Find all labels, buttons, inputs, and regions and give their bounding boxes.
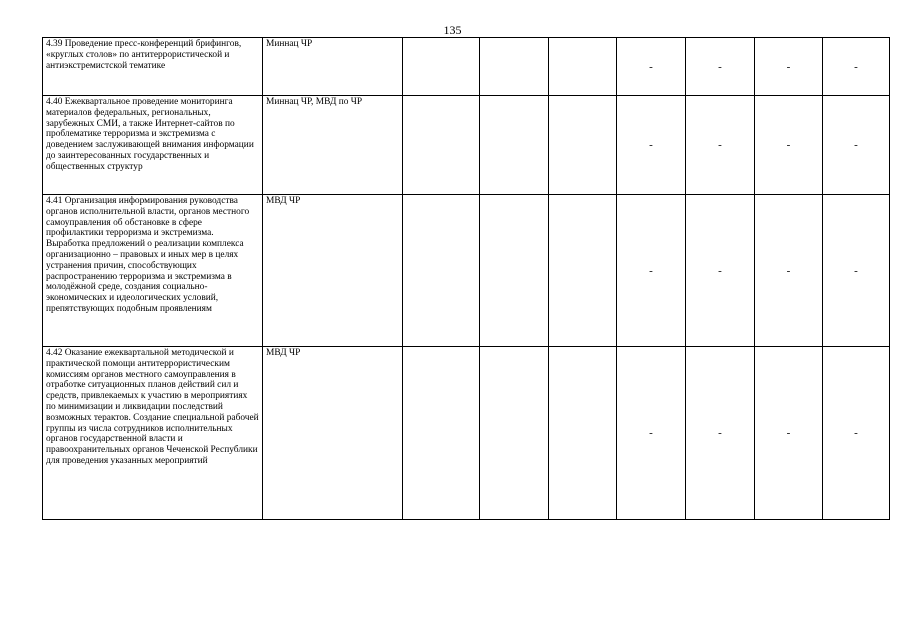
value-cell: - xyxy=(823,195,890,347)
value-cell: - xyxy=(686,38,755,96)
value-cell xyxy=(549,347,617,520)
activity-cell: 4.42 Оказание ежеквартальной методической и практической помощи антитеррористическим комиссиям органов местного самоуправления в отработке ситуационных планов действий сил и средств, привлекаемых к участию в мероприятиях по минимизации и ликвидации последствий возможных терактов. Создание специальной рабочей группы из числа сотрудников исполнительных органов государственной власти и правоохранительных органов Чеченской Республики для проведения указанных мероприятий xyxy=(43,347,263,520)
value-cell: - xyxy=(755,96,823,195)
table-row xyxy=(43,195,890,347)
activity-cell: 4.40 Ежеквартальное проведение мониторинга материалов федеральных, региональных, зарубежных СМИ, а также Интернет-сайтов по проблематике терроризма и экстремизма с доведением заслуживающей внимания информации до заинтересованных государственных и общественных структур xyxy=(43,96,263,195)
value-cell xyxy=(403,347,480,520)
value-cell: - xyxy=(686,347,755,520)
activity-cell: 4.41 Организация информирования руководства органов исполнительной власти, органов местного самоуправления об обстановке в сфере профилактики терроризма и экстремизма. Выработка предложений о реализации комплекса организационно – правовых и иных мер в целях устранения причин, способствующих распространению терроризма и экстремизма в молодёжной среде, создания социально-экономических и идеологических условий, препятствующих подобным проявлениям xyxy=(43,195,263,347)
value-cell: - xyxy=(755,347,823,520)
executor-cell: МВД ЧР xyxy=(263,195,403,347)
table-row xyxy=(43,96,890,195)
table-row xyxy=(43,347,890,520)
value-cell xyxy=(549,96,617,195)
activity-cell: 4.39 Проведение пресс-конференций брифингов, «круглых столов» по антитеррористической и антиэкстремистской тематике xyxy=(43,38,263,96)
value-cell xyxy=(403,195,480,347)
value-cell: - xyxy=(617,347,686,520)
table-row xyxy=(43,38,890,96)
executor-cell: МВД ЧР xyxy=(263,347,403,520)
value-cell xyxy=(480,195,549,347)
value-cell xyxy=(480,96,549,195)
executor-cell: Миннац ЧР, МВД по ЧР xyxy=(263,96,403,195)
executor-cell: Миннац ЧР xyxy=(263,38,403,96)
value-cell: - xyxy=(755,195,823,347)
value-cell xyxy=(549,195,617,347)
value-cell: - xyxy=(617,96,686,195)
value-cell: - xyxy=(823,347,890,520)
value-cell: - xyxy=(755,38,823,96)
value-cell: - xyxy=(823,96,890,195)
value-cell xyxy=(403,38,480,96)
value-cell xyxy=(480,38,549,96)
value-cell xyxy=(480,347,549,520)
value-cell: - xyxy=(686,195,755,347)
value-cell: - xyxy=(617,195,686,347)
value-cell: - xyxy=(823,38,890,96)
activities-table xyxy=(42,37,890,520)
page-number: 135 xyxy=(443,23,462,37)
value-cell: - xyxy=(686,96,755,195)
value-cell xyxy=(549,38,617,96)
value-cell: - xyxy=(617,38,686,96)
value-cell xyxy=(403,96,480,195)
